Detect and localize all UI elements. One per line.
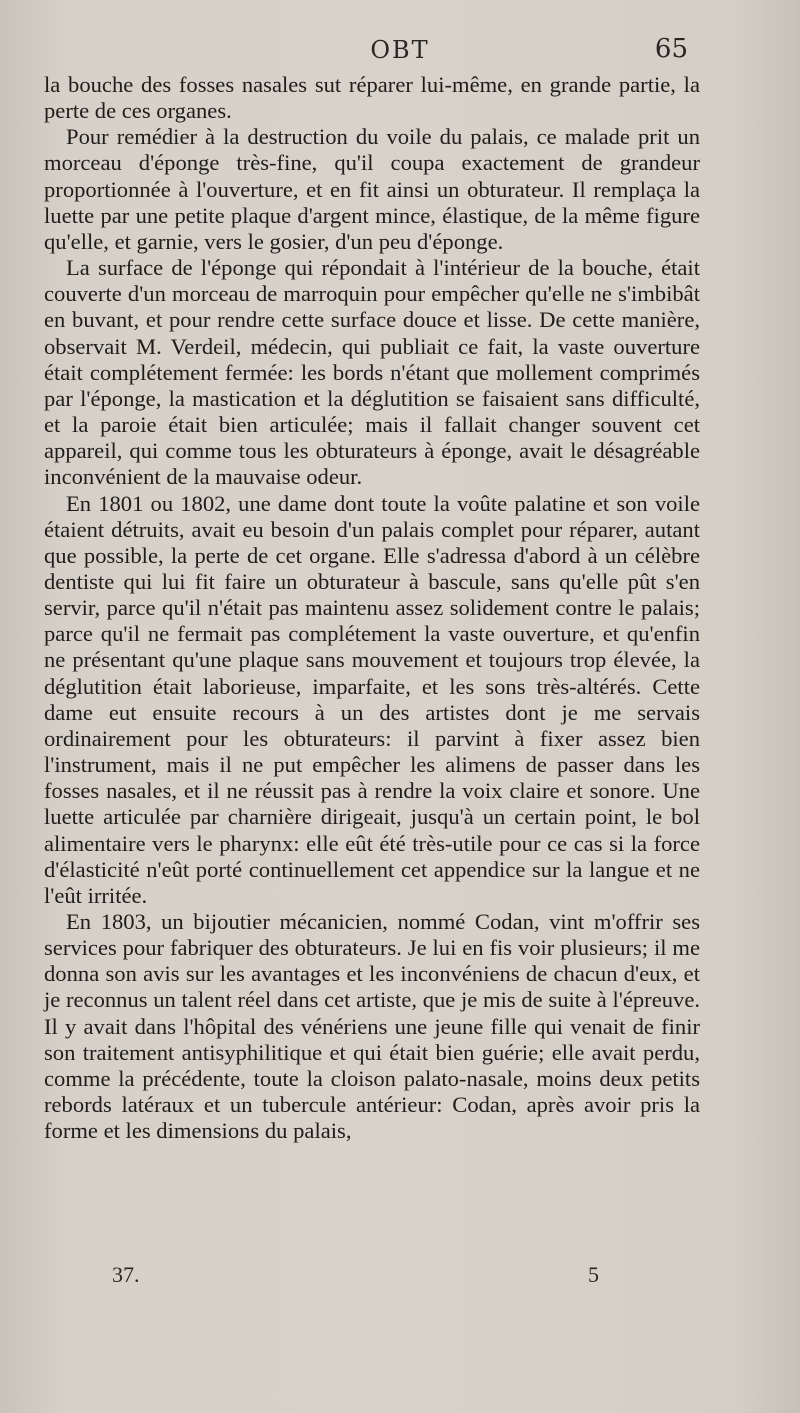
paragraph: La surface de l'éponge qui répondait à l'intérieur de la bouche, était couverte d'un morceau de marroquin pour empêcher qu'elle ne s'imbibât en buvant, et pour rendre cette surface douce et lisse. De cette manière, observait M. Verdeil, médecin, qui publiait ce fait, la vaste ouverture était complétement fermée: les bords n'étant que mollement comprimés par l'éponge, la mastication et la déglutition se faisaient sans difficulté, et la paroie était bien articulée; mais il fallait changer souvent cet appareil, qui comme tous les obturateurs à éponge, avait le désagréable inconvénient de la mauvaise odeur.: [44, 255, 700, 490]
paragraph: En 1803, un bijoutier mécanicien, nommé Codan, vint m'offrir ses services pour fabriquer des obturateurs. Je lui en fis voir plusieurs; il me donna son avis sur les avantages et les inconvéniens de chacun d'eux, et je reconnus un talent réel dans cet artiste, que je mis de suite à l'épreuve. Il y avait dans l'hôpital des vénériens une jeune fille qui venait de finir son traitement antisyphilitique et qui était bien guérie; elle avait perdu, comme la précédente, toute la cloison palato-nasale, moins deux petits rebords latéraux et un tubercule antérieur: Codan, après avoir pris la forme et les dimensions du palais,: [44, 909, 700, 1144]
signature-letter: 5: [588, 1262, 599, 1287]
body-text: [44, 72, 700, 1144]
page-header: [0, 34, 800, 70]
paragraph-continued: la bouche des fosses nasales sut réparer lui-même, en grande partie, la perte de ces organes.: [44, 72, 700, 124]
running-head: OBT: [370, 36, 430, 64]
page-footer: [0, 1262, 800, 1292]
paragraph: En 1801 ou 1802, une dame dont toute la voûte palatine et son voile étaient détruits, avait eu besoin d'un palais complet pour réparer, autant que possible, la perte de cet organe. Elle s'adressa d'abord à un célèbre dentiste qui lui fit faire un obturateur à bascule, sans qu'elle pût s'en servir, parce qu'il n'était pas maintenu assez solidement contre le palais; parce qu'il ne fermait pas complétement la vaste ouverture, et qu'enfin ne présentant qu'une plaque sans mouvement et toujours trop élevée, la déglutition était laborieuse, imparfaite, et les sons très-altérés. Cette dame eut ensuite recours à un des artistes dont je me servais ordinairement pour les obturateurs: il parvint à fixer assez bien l'instrument, mais il ne put empêcher les alimens de passer dans les fosses nasales, et il ne réussit pas à rendre la voix claire et sonore. Une luette articulée par charnière dirigeait, jusqu'à un certain point, le bol alimentaire vers le pharynx: elle eût été très-utile pour ce cas si la force d'élasticité n'eût porté continuellement cet appendice sur la langue et ne l'eût irritée.: [44, 490, 700, 908]
paragraph: Pour remédier à la destruction du voile du palais, ce malade prit un morceau d'éponge très-fine, qu'il coupa exactement de grandeur proportionnée à l'ouverture, et en fit ainsi un obturateur. Il remplaça la luette par une petite plaque d'argent mince, élastique, de la même figure qu'elle, et garnie, vers le gosier, d'un peu d'éponge.: [44, 124, 700, 254]
page-number: 65: [654, 34, 688, 64]
signature-mark: 37.: [112, 1262, 140, 1287]
